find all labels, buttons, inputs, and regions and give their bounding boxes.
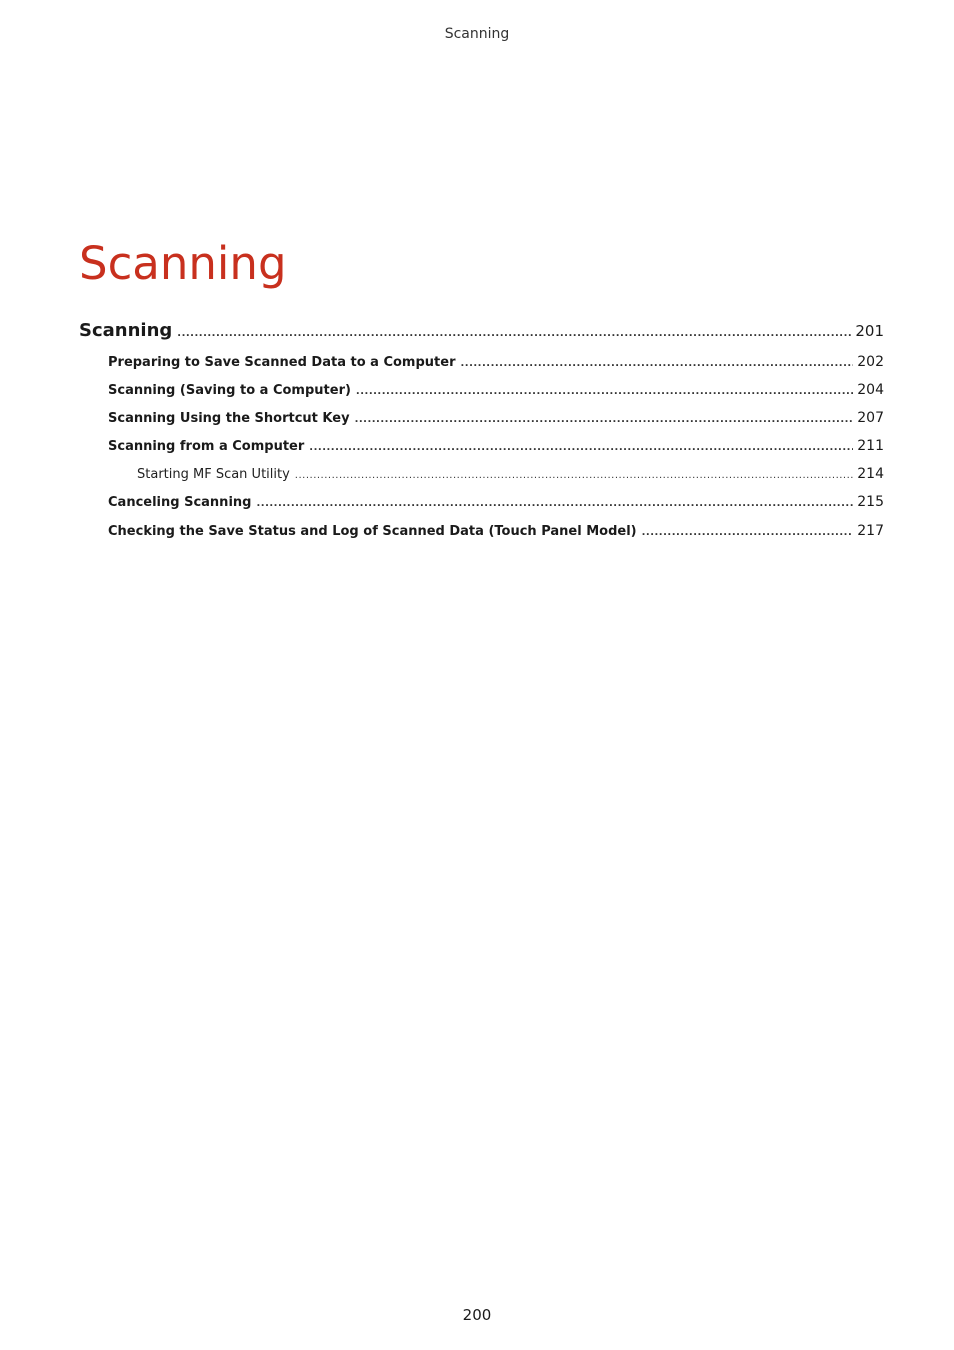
- toc-entry-label: Canceling Scanning: [108, 495, 252, 510]
- toc-entry-shortcut-key[interactable]: [79, 410, 884, 426]
- toc-entry-page: 207: [857, 410, 884, 426]
- toc-entry-save-status-log[interactable]: [79, 523, 884, 539]
- toc-leader-dots: [177, 320, 851, 341]
- toc-entry-page: 214: [857, 466, 884, 482]
- toc-entry-saving-to-computer[interactable]: [79, 382, 884, 398]
- toc-entry-canceling[interactable]: [79, 494, 884, 510]
- toc-entry-page: 211: [857, 438, 884, 454]
- toc-leader-dots: [642, 524, 854, 539]
- toc-entry-page: 201: [855, 322, 884, 340]
- toc-entry-label: Scanning from a Computer: [108, 439, 305, 454]
- chapter-title: Scanning: [79, 237, 287, 290]
- toc-entry-label: Scanning: [79, 320, 173, 341]
- toc-leader-dots: [256, 495, 853, 510]
- toc-entry-label: Checking the Save Status and Log of Scanned Data (Touch Panel Model): [108, 524, 637, 539]
- toc-entry-page: 202: [857, 354, 884, 370]
- toc-entry-mf-scan-utility[interactable]: [79, 466, 884, 482]
- page-number: 200: [462, 1306, 492, 1324]
- running-header: Scanning: [444, 26, 510, 42]
- toc-entry-label: Scanning (Saving to a Computer): [108, 383, 351, 398]
- toc-entry-label: Preparing to Save Scanned Data to a Computer: [108, 355, 456, 370]
- toc-entry-page: 215: [857, 494, 884, 510]
- toc-leader-dots: [460, 355, 853, 370]
- toc-entry-scanning[interactable]: [79, 320, 884, 341]
- toc-leader-dots: [355, 411, 854, 426]
- toc-entry-page: 204: [857, 382, 884, 398]
- toc-entry-preparing[interactable]: [79, 354, 884, 370]
- toc-entry-label: Starting MF Scan Utility: [137, 467, 290, 482]
- toc-leader-dots: [295, 467, 853, 482]
- toc-entry-label: Scanning Using the Shortcut Key: [108, 411, 350, 426]
- toc-leader-dots: [309, 439, 853, 454]
- toc-entry-from-computer[interactable]: [79, 438, 884, 454]
- toc-leader-dots: [356, 383, 853, 398]
- toc-entry-page: 217: [857, 523, 884, 539]
